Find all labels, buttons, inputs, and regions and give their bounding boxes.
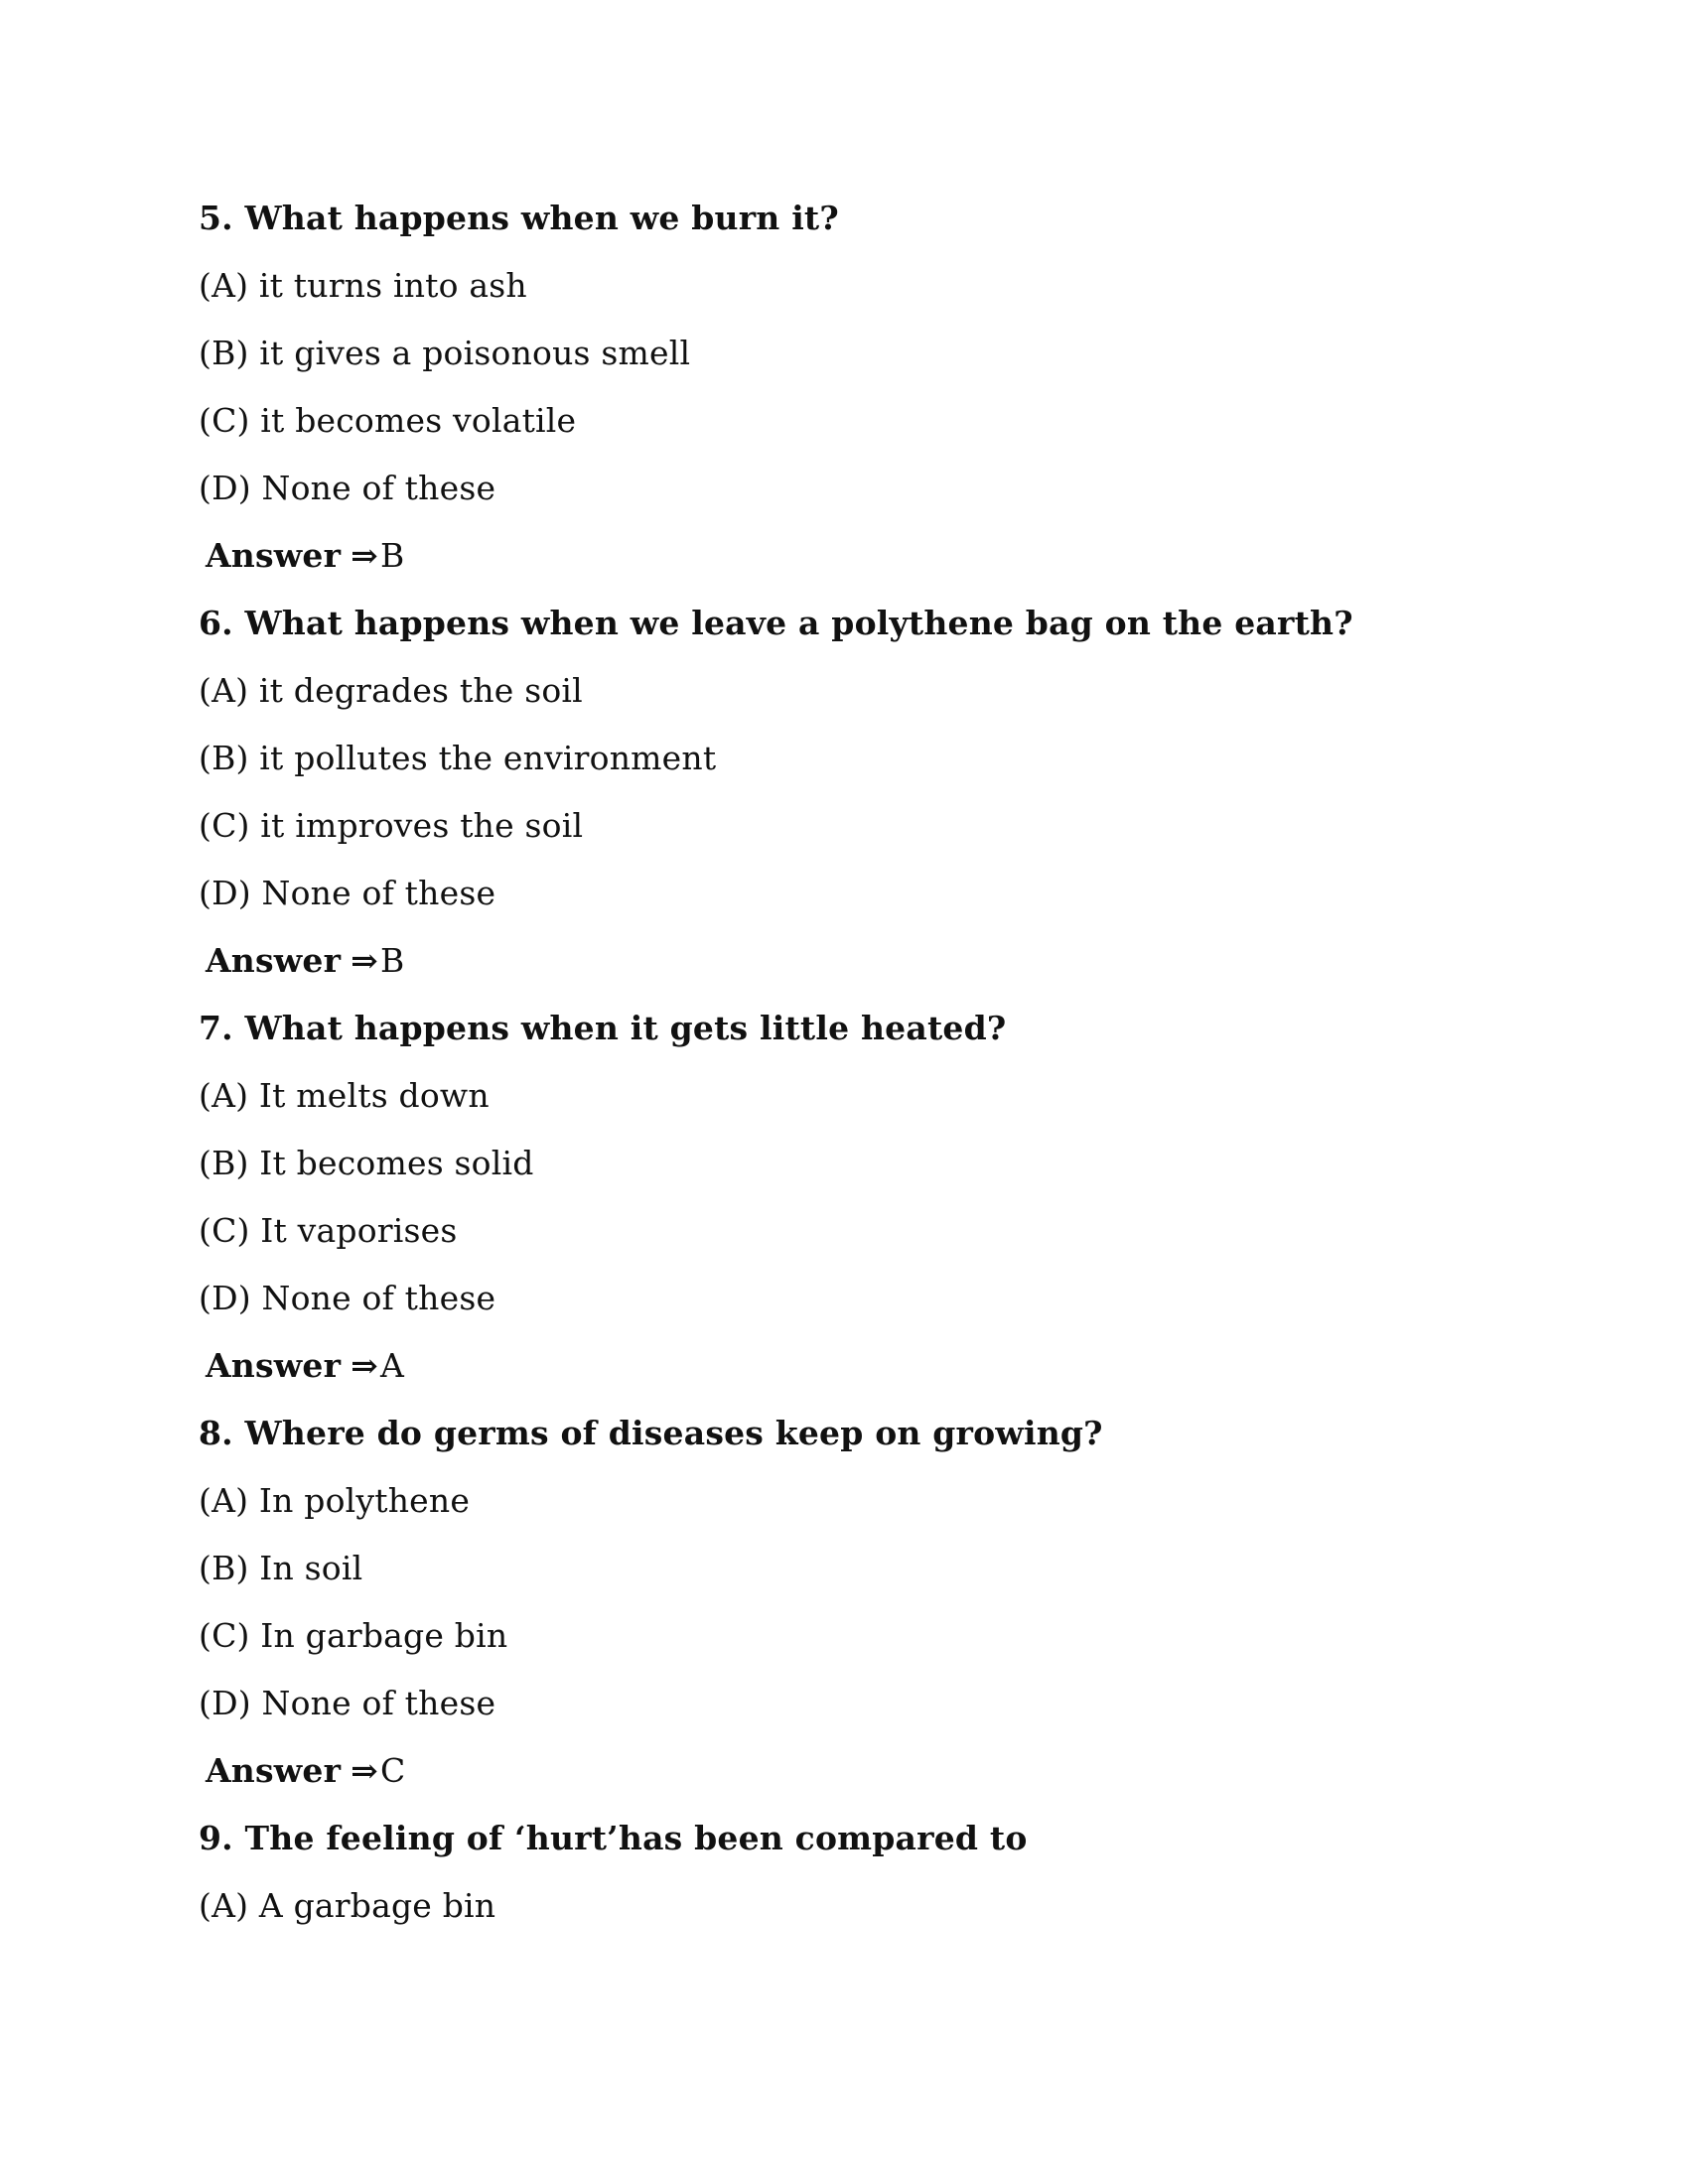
- question-7-option-c: (C) It vaporises: [199, 1211, 458, 1250]
- answer-label: Answer: [206, 941, 342, 980]
- question-8-answer: [206, 1737, 405, 1805]
- question-6-option-b: (B) it pollutes the environment: [199, 739, 717, 777]
- answer-arrow: ⇒: [351, 941, 379, 980]
- question-5: 5. What happens when we burn it?: [199, 199, 839, 237]
- answer-value: C: [380, 1751, 406, 1790]
- question-9-option-a: (A) A garbage bin: [199, 1886, 496, 1925]
- question-9: 9. The feeling of ‘hurt’has been compared to: [199, 1819, 1028, 1857]
- question-8-option-a: (A) In polythene: [199, 1481, 471, 1520]
- answer-arrow: ⇒: [351, 1751, 379, 1790]
- answer-arrow: ⇒: [351, 536, 379, 575]
- answer-label: Answer: [206, 1751, 342, 1790]
- question-6-option-a: (A) it degrades the soil: [199, 671, 583, 710]
- question-7-option-d: (D) None of these: [199, 1279, 496, 1317]
- question-8-option-c: (C) In garbage bin: [199, 1616, 508, 1655]
- question-8-option-d: (D) None of these: [199, 1684, 496, 1722]
- question-7-option-b: (B) It becomes solid: [199, 1144, 534, 1182]
- question-5-option-c: (C) it becomes volatile: [199, 401, 577, 440]
- answer-value: B: [380, 941, 405, 980]
- question-5-answer: [206, 522, 404, 590]
- question-6-option-d: (D) None of these: [199, 874, 496, 912]
- question-5-option-d: (D) None of these: [199, 469, 496, 507]
- question-6: 6. What happens when we leave a polythene bag on the earth?: [199, 604, 1353, 642]
- answer-label: Answer: [206, 1346, 342, 1385]
- answer-value: B: [380, 536, 405, 575]
- question-6-option-c: (C) it improves the soil: [199, 806, 584, 845]
- question-5-option-b: (B) it gives a poisonous smell: [199, 334, 691, 372]
- question-7: 7. What happens when it gets little heated?: [199, 1009, 1007, 1047]
- question-7-option-a: (A) It melts down: [199, 1076, 490, 1115]
- question-5-option-a: (A) it turns into ash: [199, 266, 527, 305]
- question-6-answer: [206, 927, 404, 995]
- question-8-option-b: (B) In soil: [199, 1549, 363, 1587]
- question-8: 8. Where do germs of diseases keep on growing?: [199, 1414, 1103, 1452]
- answer-arrow: ⇒: [351, 1346, 379, 1385]
- question-7-answer: [206, 1332, 404, 1400]
- answer-label: Answer: [206, 536, 342, 575]
- answer-value: A: [380, 1346, 405, 1385]
